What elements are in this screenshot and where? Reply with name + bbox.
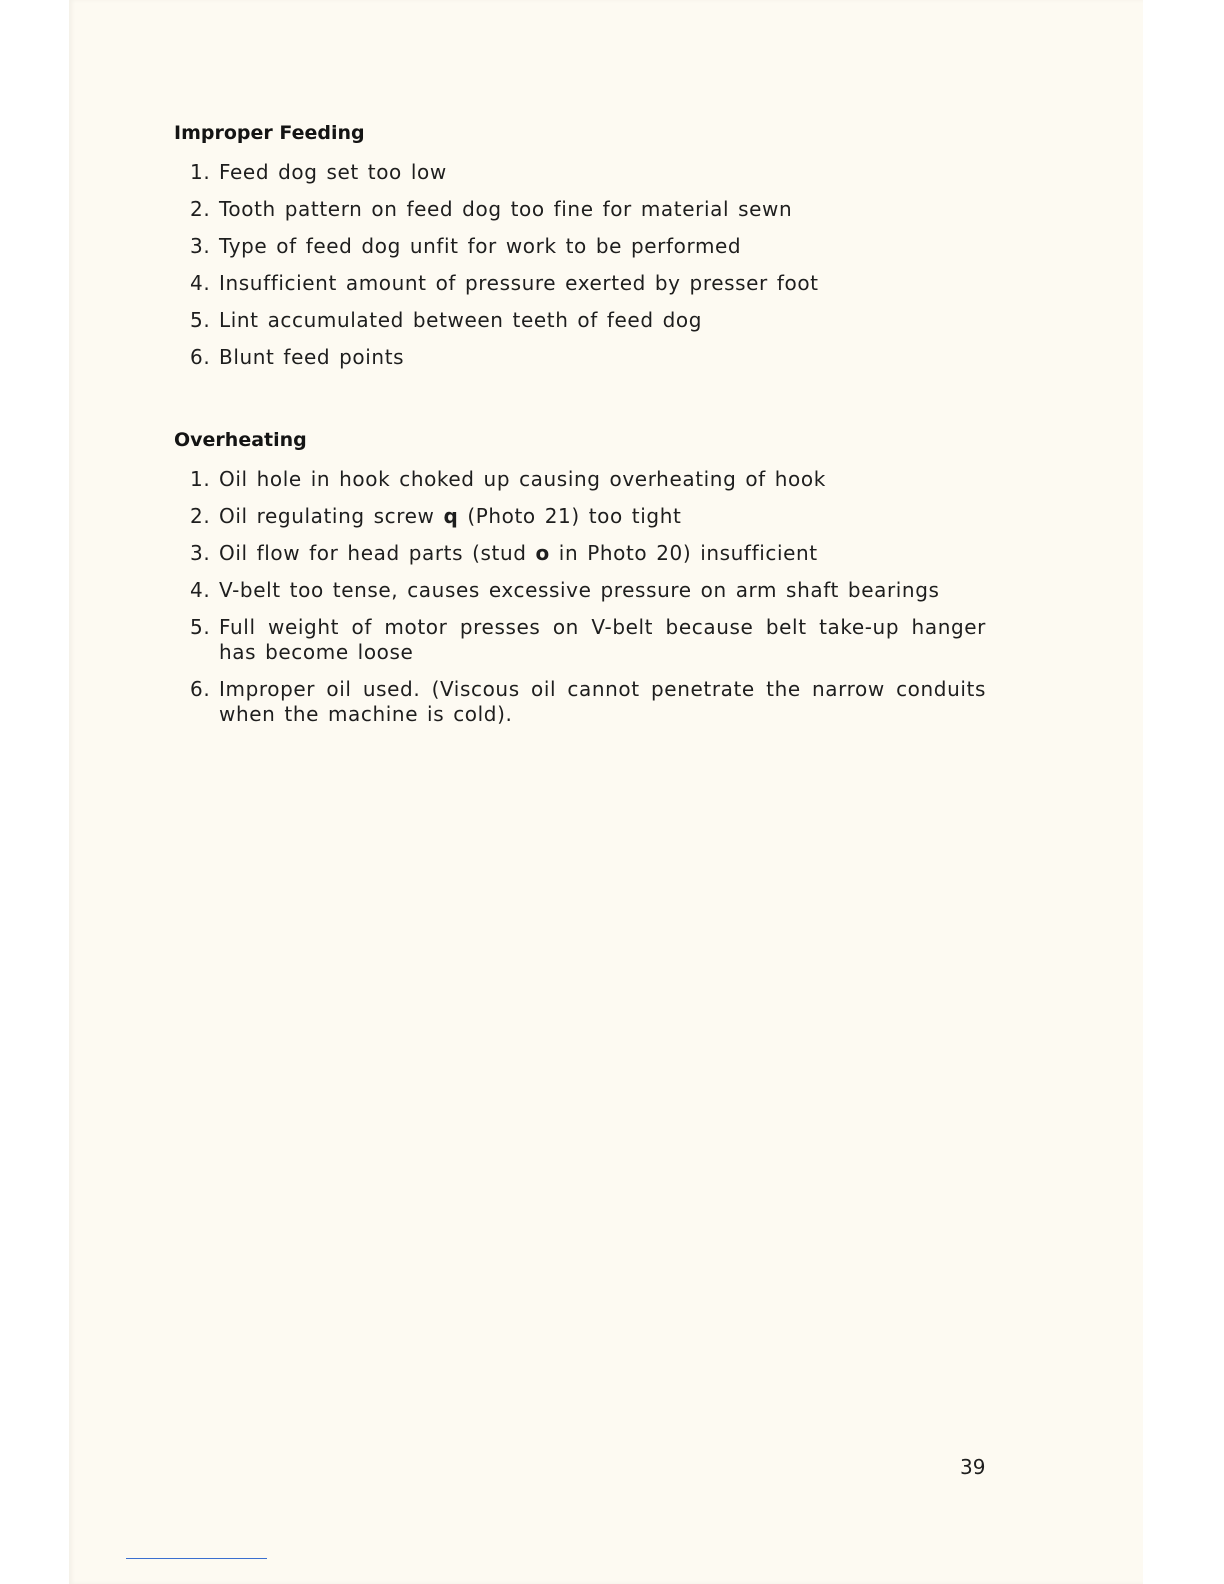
item-number: 2 . <box>190 197 210 222</box>
section-heading-overheating: Overheating <box>174 429 307 451</box>
item-number: 3 . <box>190 541 210 566</box>
item-text: Oil hole in hook choked up causing overheating of hook <box>219 467 826 491</box>
list-item <box>174 677 986 727</box>
part-reference: q <box>443 504 459 528</box>
page-content <box>174 118 986 726</box>
item-text: Lint accumulated between teeth of feed dog <box>219 308 703 332</box>
item-number: 3 . <box>190 234 210 259</box>
item-text: Type of feed dog unfit for work to be performed <box>219 234 742 258</box>
item-text-after: in Photo 20) insufficient <box>549 541 818 565</box>
item-text: Tooth pattern on feed dog too fine for material sewn <box>219 197 793 221</box>
list-item <box>174 541 986 566</box>
list-item <box>174 467 986 492</box>
list-item <box>174 615 986 665</box>
item-text-after: (Photo 21) too tight <box>458 504 682 528</box>
scan-artifact-line <box>126 1558 267 1559</box>
list-item <box>174 308 986 333</box>
item-number: 5 . <box>190 615 210 640</box>
item-text-before: Oil flow for head parts (stud <box>219 541 536 565</box>
section-overheating <box>174 425 986 739</box>
item-number: 1 . <box>190 467 210 492</box>
list-item <box>174 345 986 370</box>
item-text-before: Oil regulating screw <box>219 504 444 528</box>
item-number: 6 . <box>190 677 210 702</box>
item-text: Improper oil used. (Viscous oil cannot penetrate the narrow conduits when the machine is cold). <box>219 677 986 726</box>
overheating-list <box>174 467 986 727</box>
item-text: V-belt too tense, causes excessive pressure on arm shaft bearings <box>219 578 940 602</box>
item-number: 4 . <box>190 271 210 296</box>
item-number: 1 . <box>190 160 210 185</box>
page-number: 39 <box>960 1455 986 1479</box>
item-number: 6 . <box>190 345 210 370</box>
improper-feeding-list <box>174 160 986 370</box>
part-reference: o <box>535 541 550 565</box>
item-number: 4 . <box>190 578 210 603</box>
section-heading-improper-feeding: Improper Feeding <box>174 122 365 144</box>
item-number: 2 . <box>190 504 210 529</box>
item-text: Full weight of motor presses on V-belt because belt take-up hanger has become loose <box>219 615 986 664</box>
list-item <box>174 234 986 259</box>
list-item <box>174 197 986 222</box>
list-item <box>174 578 986 603</box>
item-text: Blunt feed points <box>219 345 405 369</box>
list-item <box>174 504 986 529</box>
list-item <box>174 160 986 185</box>
section-improper-feeding <box>174 118 986 370</box>
item-number: 5 . <box>190 308 210 333</box>
item-text: Insufficient amount of pressure exerted by presser foot <box>219 271 819 295</box>
item-text: Feed dog set too low <box>219 160 447 184</box>
list-item <box>174 271 986 296</box>
